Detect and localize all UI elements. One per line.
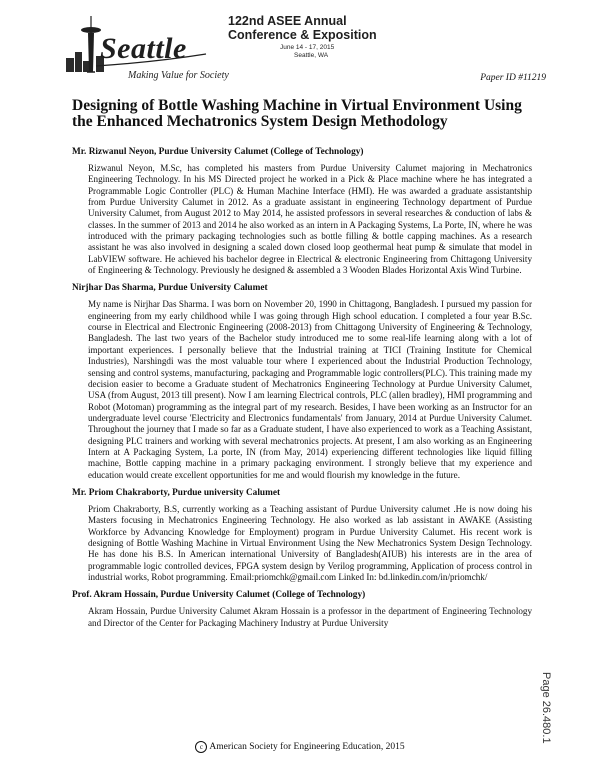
author-bio: Priom Chakraborty, B.S, currently working as a Teaching assistant of Purdue University calumet .He is now doing his Masters focusing in Mechatronics Engineering Technology. He also worked as lab assistant in AWAKE (Assisting Workforce by Advancing Knowledge for Employment) program in Purdue University Calumet. His recent work is designing of Bottle Washing Machine in Virtual Environment Using the New Mechatronics System Design Technology. He has done his B.S. In American international University of Bangladesh(AIUB) his interests are in the area of programmable logic controlled devices, FPGA system design by Verilog programming, Application of process control in industrial works, Robot programming. Email:priomchk@gmail.com Linked In: bd.linkedin.com/in/priomchk/ [88, 503, 532, 582]
conference-dates: June 14 - 17, 2015 [280, 44, 335, 51]
paper-id: Paper ID #11219 [480, 73, 546, 83]
author-name: Mr. Priom Chakraborty, Purdue university Calumet [72, 487, 281, 498]
copyright-footer [0, 741, 600, 753]
author-bio: Rizwanul Neyon, M.Sc, has completed his masters from Purdue University Calumet majoring in Mechatronics Engineering Technology. In his MS Directed project he worked in a Pick & Place machine where he has integrated a Programmable Logic Controller (PLC) & Human Machine Interface (HMI). He was awarded a graduate assistantship from Purdue University Calumet in 2012. As a graduate assistant in engineering Technology department of Purdue University Calumet, from August 2012 to May 2014, he assisted professors in several researches & conduction of labs & classes. In the summer of 2013 and 2014 he also worked as an intern in A Packaging Systems, La Porte, IN, where he was introduced with the primary packaging technologies such as bottle filling & bottle capping machines. As a research assistant he was also involved in designing a scaled down closed loop geothermal heat pump & simulate that model in LabVIEW software. He achieved his bachelor degree in Electrical & electronic Engineering from Chittagong University of Engineering & Technology. Previously he designed & assembled a 3 Wooden Blades Horizontal Axis Wind Turbine. [88, 163, 532, 276]
author-list [72, 146, 532, 635]
author-section [72, 146, 532, 276]
author-section [72, 487, 532, 583]
author-name: Prof. Akram Hossain, Purdue University Calumet (College of Technology) [72, 590, 366, 601]
logo-tagline: Making Value for Society [128, 70, 229, 81]
conference-info [228, 14, 377, 60]
paper-title: Designing of Bottle Washing Machine in Virtual Environment Using the Enhanced Mechatronics System Design Methodology [72, 97, 522, 130]
author-name: Nirjhar Das Sharma, Purdue University Calumet [72, 283, 268, 294]
author-section [72, 282, 532, 481]
seattle-logo [66, 14, 229, 84]
author-bio: Akram Hossain, Purdue University Calumet Akram Hossain is a professor in the department of Engineering Technology and Director of the Center for Packaging Machinery Industry at Purdue University [88, 606, 532, 628]
conference-subtitle: Conference & Exposition [228, 28, 377, 42]
logo-word: Seattle [100, 32, 187, 65]
copyright-icon: c [195, 741, 207, 753]
author-bio: My name is Nirjhar Das Sharma. I was born on November 20, 1990 in Chittagong, Bangladesh. I pursued my passion for engineering from my early childhood while I was going through High school education. I completed a four year B.Sc. course in Electrical and Electronic Engineering (2008-2013) from Chittagong University of Engineering & Technology, Bangladesh. The last two years of the Bachelor study introduced me to some real-life learning along with a lot of important experiences. I personally believe that the Industrial training at TICI (Training Institute for Chemical Industries), Narshingdi was the most valuable tour where I experienced about the Industrial Production Technology, sensing and control systems, manufacturing, packaging and Programmable logic controllers(PLC). This training made my decision easier to become a Graduate student of Mechatronics Engineering Technology at Purdue University Calumet, USA (from August, 2013 till present). Now I am learning Electrical controls, PLC (allen bradley), HMI programming and Robot (Motoman) programming as the integral part of my research. Besides, I have been working as an Instructor for an undergraduate level course 'Electricity and Electronics fundamentals' from January, 2014 at Purdue University Calumet. Throughout the journey that I made so far as a Graduate student, I have also experienced to work as a Teaching Assistant, designing PLC trainers and working with several mechatronics projects. At present, I am also working as an Engineering Intern at A Packaging System, La porte, IN (from May, 2014) experiencing different technologies like liquid filling machine, Bottle capping machine in a primary packaging environment. I strongly believe that my experience and education would create excellent opportunities for me and would flourish my knowledge in the future. [88, 299, 532, 480]
conference-location: Seattle, WA [294, 52, 329, 59]
footer-text: American Society for Engineering Education, 2015 [209, 742, 405, 753]
page-number-side: Page 26.480.1 [540, 672, 552, 744]
author-name: Mr. Rizwanul Neyon, Purdue University Calumet (College of Technology) [72, 147, 364, 157]
conference-name: 122nd ASEE Annual [228, 14, 347, 28]
conference-header [66, 14, 546, 84]
author-section [72, 589, 532, 629]
